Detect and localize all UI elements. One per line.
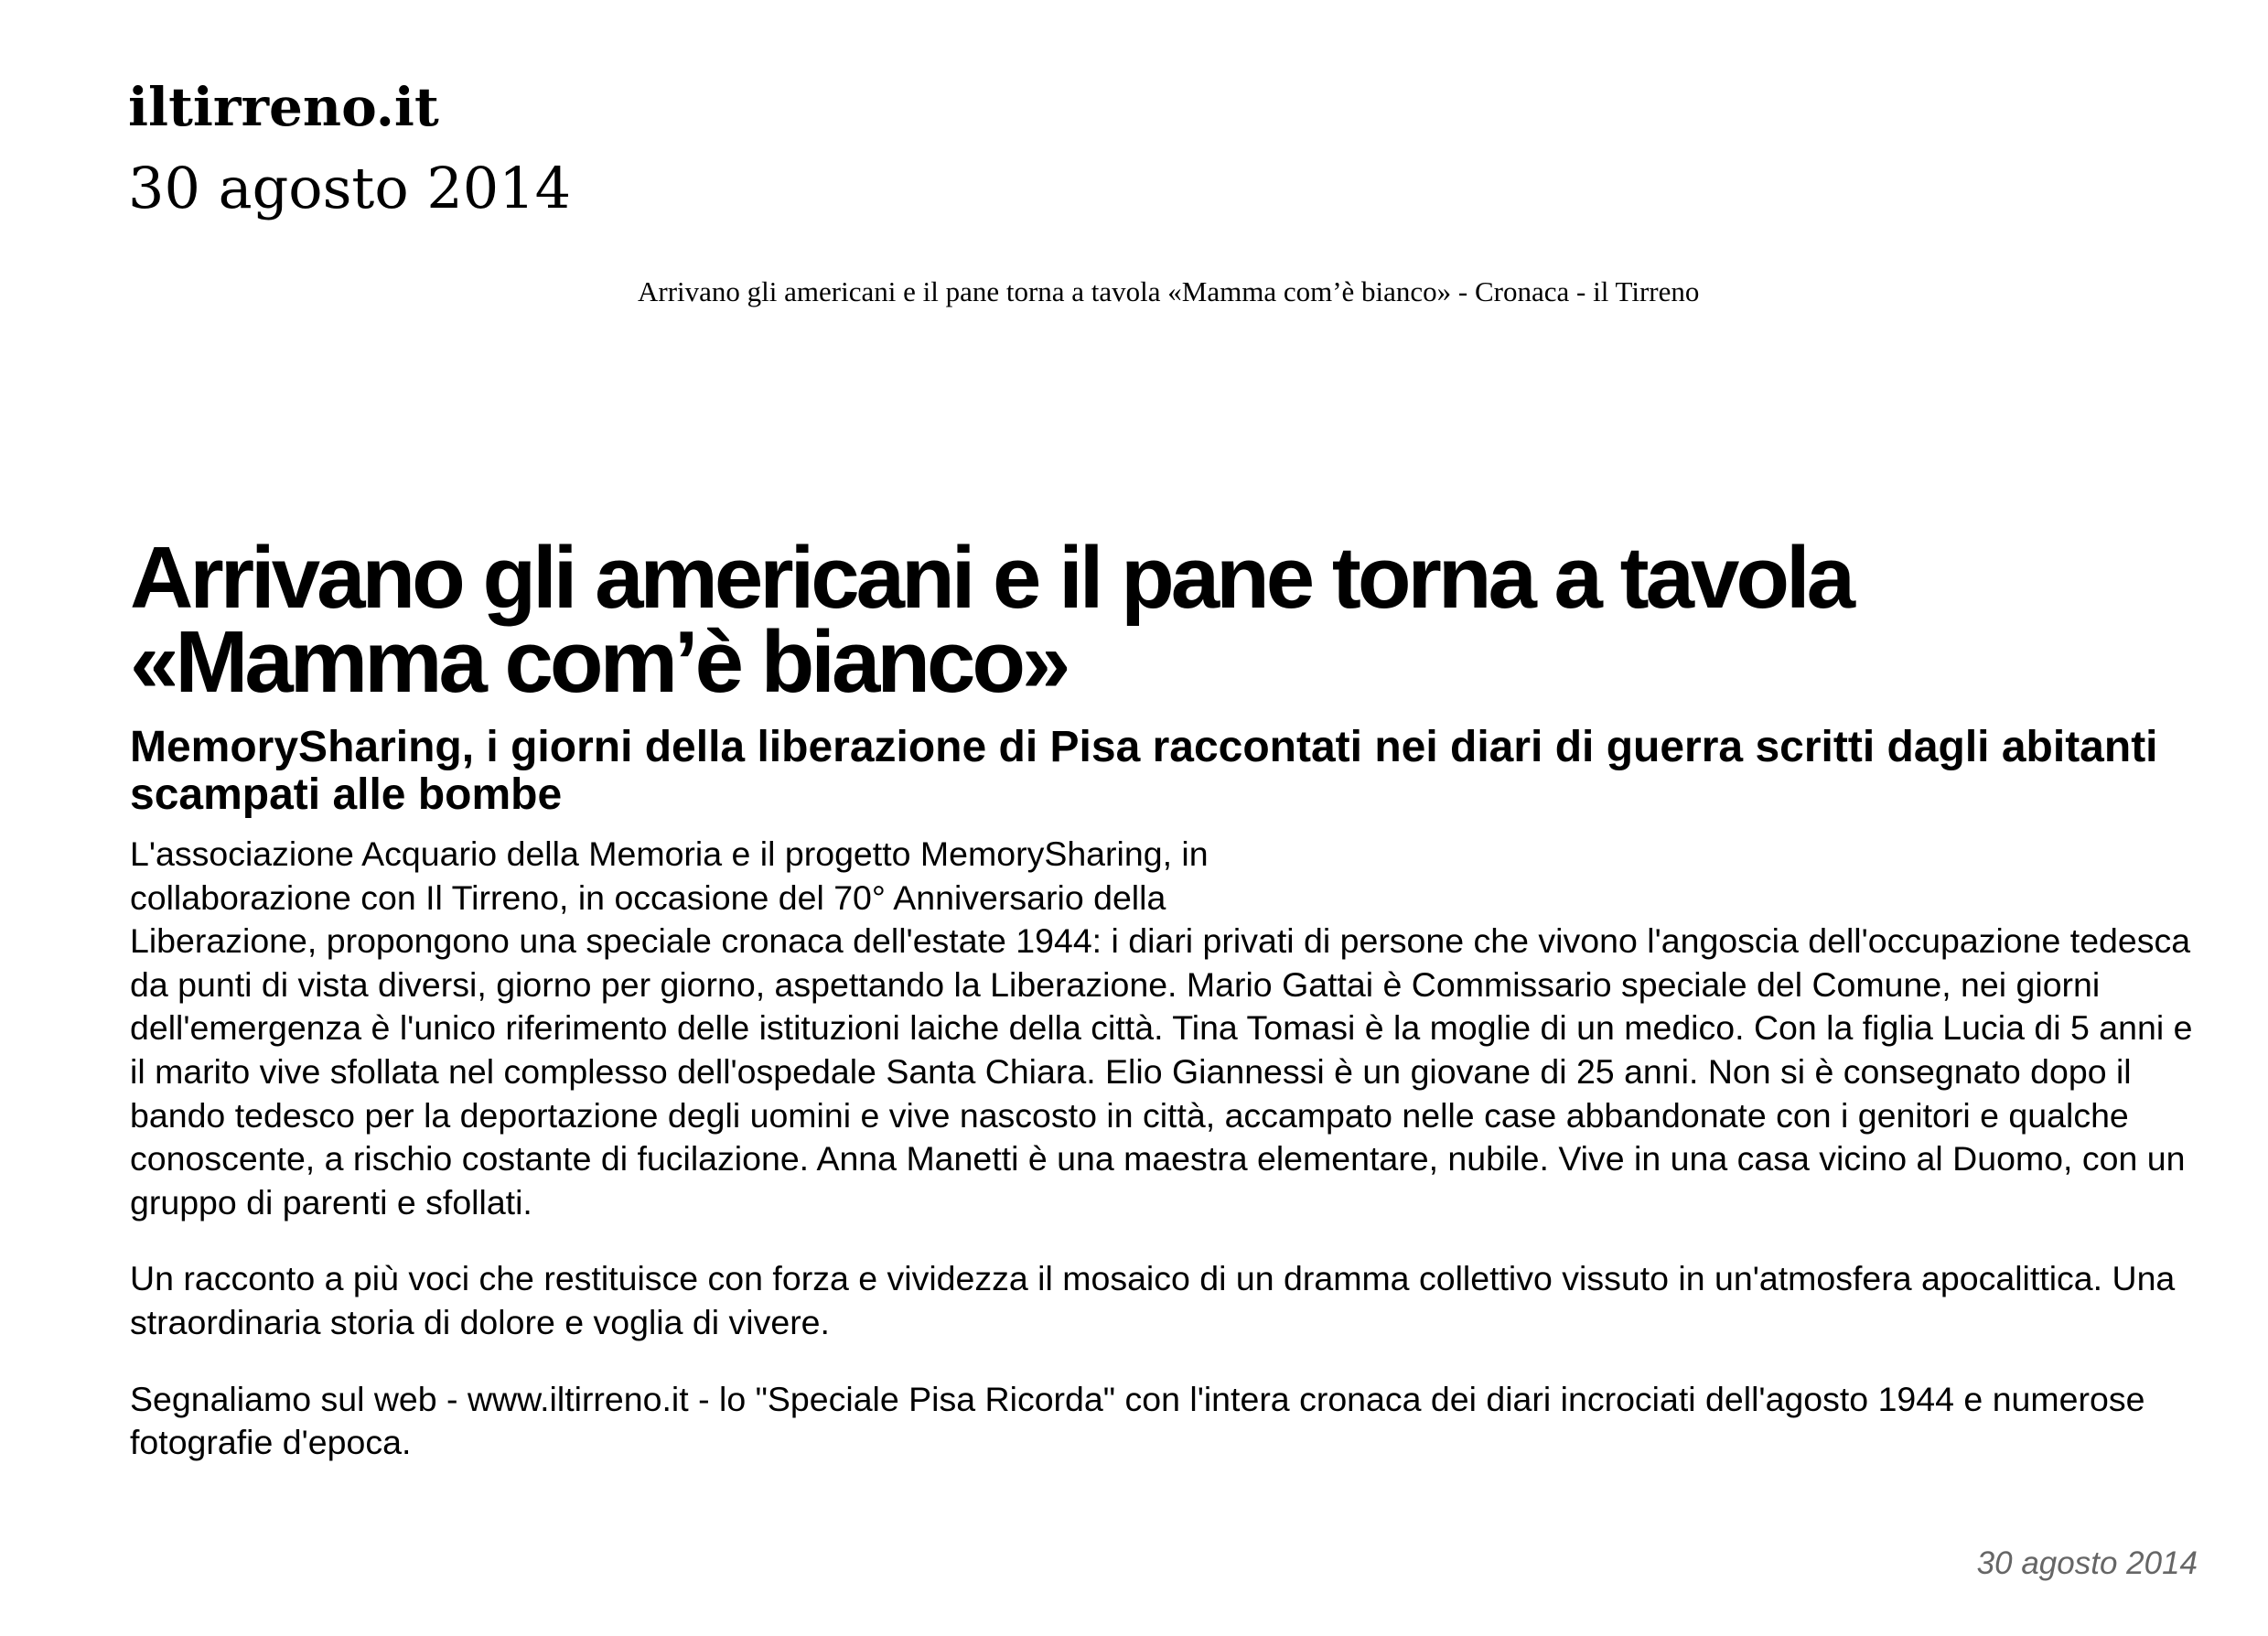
source-date: 30 agosto 2014 bbox=[128, 155, 572, 221]
article-headline: Arrivano gli americani e il pane torna a tavola «Mamma com’è bianco» bbox=[130, 529, 1853, 711]
intro-line-1: L'associazione Acquario della Memoria e il progetto MemorySharing, in bbox=[130, 834, 1209, 873]
intro-line-2: collaborazione con Il Tirreno, in occasione del 70° Anniversario della bbox=[130, 877, 1166, 917]
print-page-header: Arrivano gli americani e il pane torna a tavola «Mamma com’è bianco» - Cronaca - il Tirreno bbox=[638, 275, 1700, 307]
article-paragraph-3: Segnaliamo sul web - www.iltirreno.it - lo "Speciale Pisa Ricorda" con l'intera cronaca dei diari incrociati dell'agosto 1944 e numerose fotografie d'epoca. bbox=[130, 1379, 2145, 1462]
source-name: iltirreno.it bbox=[128, 76, 439, 138]
footer-date: 30 agosto 2014 bbox=[1976, 1545, 2198, 1581]
paragraph-1-text: Liberazione, propongono una speciale cronaca dell'estate 1944: i diari privati di persone che vivono l'angoscia dell'occupazione tedesca da punti di vista diversi, giorno per giorno, aspettando la Liberazione. Mario Gattai è Commissario speciale del Comune, nei giorni dell'emergenza è l'unico riferimento delle istituzioni laiche della città. Tina Tomasi è la moglie di un medico. Con la figlia Lucia di 5 anni e il marito vive sfollata nel complesso dell'ospedale Santa Chiara. Elio Giannessi è un giovane di 25 anni. Non si è consegnato dopo il bando tedesco per la deportazione degli uomini e vive nascosto in città, accampato nelle case abbandonate con i genitori e qualche conoscente, a rischio costante di fucilazione. Anna Manetti è una maestra elementare, nubile. Vive in una casa vicino al Duomo, con un gruppo di parenti e sfollati. bbox=[130, 921, 2193, 1222]
article-body bbox=[130, 833, 2198, 1498]
article-paragraph-2: Un racconto a più voci che restituisce con forza e vividezza il mosaico di un dramma collettivo vissuto in un'atmosfera apocalittica. Una straordinaria storia di dolore e voglia di vivere. bbox=[130, 1259, 2176, 1341]
article-subheadline: MemorySharing, i giorni della liberazione di Pisa raccontati nei diari di guerra scritti dagli abitanti scampati alle bombe bbox=[130, 723, 2158, 819]
article-paragraph-1 bbox=[130, 833, 2198, 1224]
